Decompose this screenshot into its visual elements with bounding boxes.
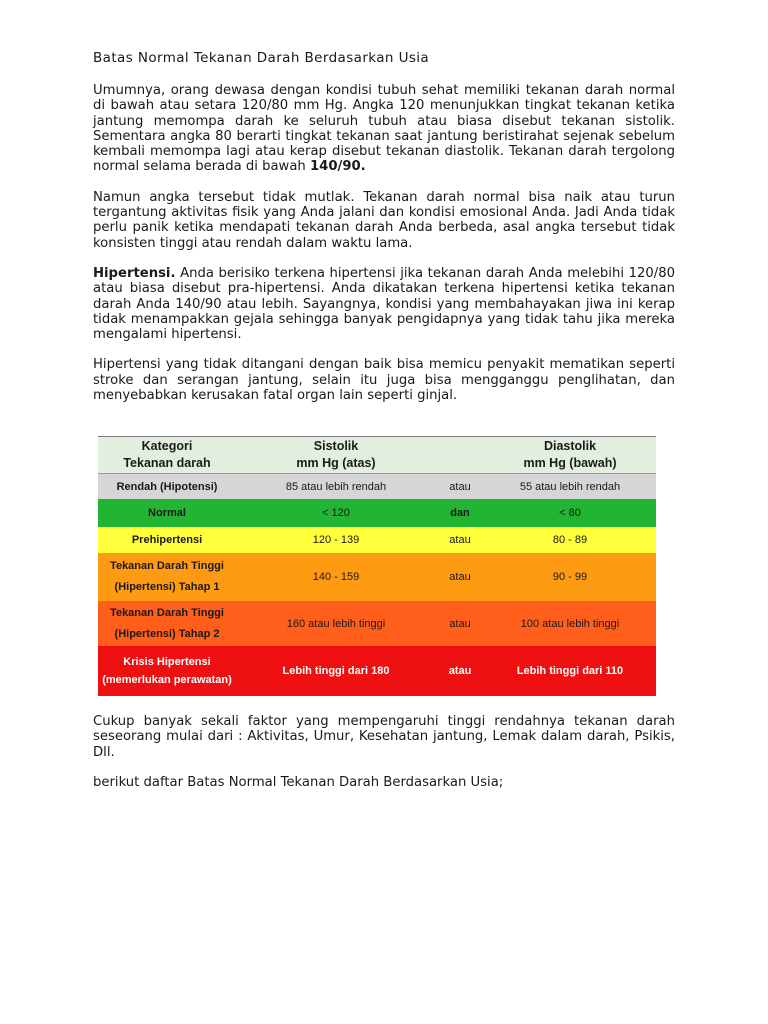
conjunction-cell: dan [450,507,470,519]
document-body [93,50,675,418]
document-title: Batas Normal Tekanan Darah Berdasarkan Usia [93,50,430,66]
category-cell [98,507,236,519]
category-cell [98,603,236,645]
category-cell [98,481,236,493]
table-row [98,527,656,553]
category-label: Tekanan Darah Tinggi [110,560,224,572]
hypertension-term: Hipertensi. [93,265,176,281]
paragraph-hypertension-text: Anda berisiko terkena hipertensi jika tekanan darah Anda melebihi 120/80 atau biasa disebut pra-hipertensi. Anda dikatakan terkena hipertensi ketika tekanan darah Anda 140/90 atau lebih. Sayangnya, kondisi yang membahayakan jiwa ini kerap tidak menampakkan gejala sehingga banyak pengidapnya yang tidak tahu jika mereka mengalami hipertensi. [93,265,675,343]
document-body-lower [93,714,675,790]
conjunction-cell: atau [449,571,471,583]
category-label: Krisis Hipertensi [123,656,211,668]
diastolic-cell: 55 atau lebih rendah [519,480,621,493]
category-cell [98,556,236,598]
systolic-cell: 140 - 159 [312,571,360,583]
paragraph-risks: Hipertensi yang tidak ditangani dengan baik bisa memicu penyakit mematikan seperti stroke dan serangan jantung, selain itu juga bisa mengganggu penglihatan, dan menyebabkan kerusakan fatal organ lain seperti ginjal. [93,357,675,404]
table-row [98,646,656,696]
paragraph-list-intro: berikut daftar Batas Normal Tekanan Darah Berdasarkan Usia; [93,774,504,790]
systolic-cell: 160 atau lebih tinggi [286,617,386,630]
table-row [98,473,656,499]
header-diastolic-line1: Diastolik [543,439,597,453]
table-header-row [98,436,656,473]
paragraph-intro-text: Umumnya, orang dewasa dengan kondisi tubuh sehat memiliki tekanan darah normal di bawah atau setara 120/80 mm Hg. Angka 120 menunjukkan tingkat tekanan ketika jantung memompa darah ke seluruh tubuh atau biasa disebut tekanan sistolik. Sementara angka 80 berarti tingkat tekanan saat jantung beristirahat sejenak sebelum kembali memompa lagi atau kerap disebut tekanan diastolik. Tekanan darah tergolong normal selama berada di bawah [93,83,675,175]
diastolic-cell: 100 atau lebih tinggi [520,617,620,630]
header-systolic [236,437,436,472]
header-category-line1: Kategori [141,439,193,453]
category-sublabel: (Hipertensi) Tahap 1 [114,581,220,593]
category-label: Rendah (Hipotensi) [116,480,218,493]
category-sublabel: (memerlukan perawatan) [102,674,232,686]
header-systolic-line2: mm Hg (atas) [296,456,376,470]
table-row [98,499,656,527]
blood-pressure-table [98,436,656,696]
diastolic-cell: < 80 [559,507,581,519]
diastolic-cell: Lebih tinggi dari 110 [516,665,624,677]
systolic-cell: < 120 [322,507,350,519]
diastolic-cell: 80 - 89 [552,534,588,546]
category-cell [98,653,236,689]
conjunction-cell: atau [449,534,471,546]
systolic-cell: 120 - 139 [312,534,360,546]
category-label: Prehipertensi [131,534,203,546]
diastolic-cell: 90 - 99 [552,571,588,583]
header-diastolic-line2: mm Hg (bawah) [523,456,617,470]
table-row [98,553,656,601]
paragraph-factors: Cukup banyak sekali faktor yang mempengaruhi tinggi rendahnya tekanan darah seseorang mulai dari : Aktivitas, Umur, Kesehatan jantung, Lemak dalam darah, Psikis, Dll. [93,714,675,760]
category-cell [98,534,236,546]
systolic-cell: Lebih tinggi dari 180 [282,665,390,677]
paragraph-variation: Namun angka tersebut tidak mutlak. Tekanan darah normal bisa naik atau turun tergantung aktivitas fisik yang Anda jalani dan kondisi emosional Anda. Jadi Anda tidak perlu panik ketika mendapati tekanan darah Anda berbeda, asal angka tersebut tidak konsisten tinggi atau rendah dalam waktu lama. [93,189,675,251]
conjunction-cell: atau [448,665,472,677]
category-label: Tekanan Darah Tinggi [110,606,224,619]
header-category-line2: Tekanan darah [123,456,211,470]
systolic-cell: 85 atau lebih rendah [285,480,387,493]
header-systolic-line1: Sistolik [313,439,359,453]
table-row [98,601,656,646]
header-diastolic [484,437,656,472]
paragraph-intro [93,83,675,175]
category-sublabel: (Hipertensi) Tahap 2 [114,627,220,640]
paragraph-intro-bold: 140/90. [309,159,366,175]
category-label: Normal [148,507,186,519]
paragraph-hypertension [93,266,675,342]
conjunction-cell: atau [449,617,471,630]
conjunction-cell: atau [449,480,471,493]
header-category [98,438,236,472]
